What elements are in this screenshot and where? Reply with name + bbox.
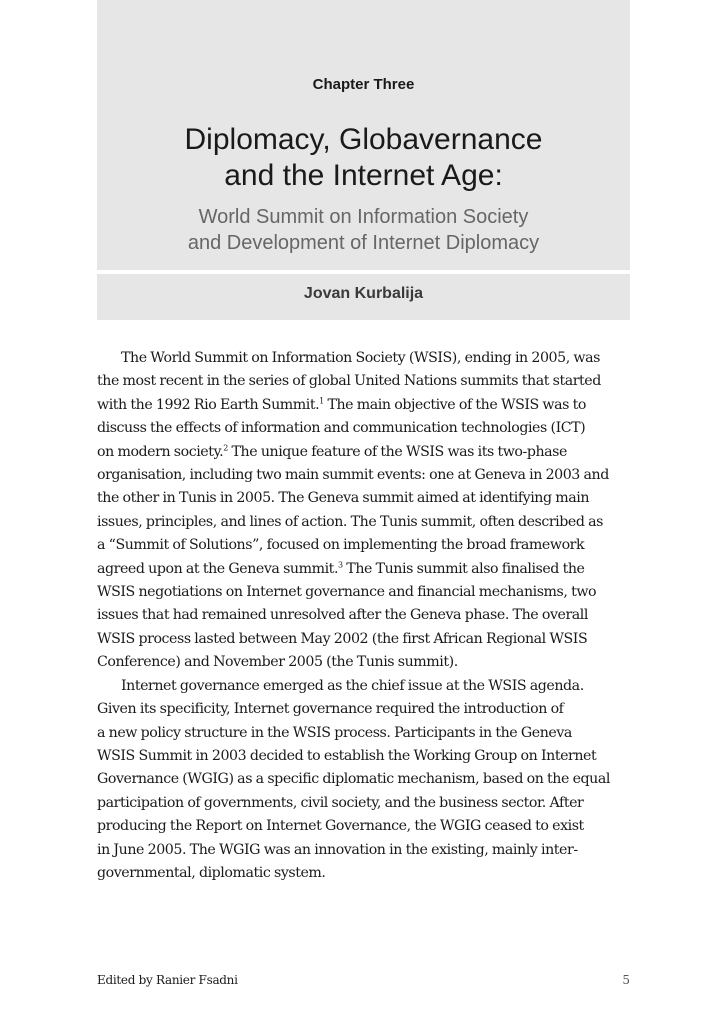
text-line: discuss the effects of information and communication technologies (ICT) — [97, 420, 586, 437]
author-name: Jovan Kurbalija — [303, 285, 424, 302]
paragraph-1 — [97, 347, 630, 675]
text-line: in June 2005. The WGIG was an innovation in the existing, mainly inter- — [97, 841, 578, 858]
chapter-title-line: and the Internet Age: — [224, 159, 503, 192]
body-text — [97, 347, 630, 885]
chapter-label: Chapter Three — [312, 76, 415, 93]
text-line — [97, 394, 630, 417]
footnote-ref[interactable]: 3 — [338, 559, 343, 569]
text-line: Internet governance emerged as the chief issue at the WSIS agenda. — [121, 677, 584, 694]
text-line: participation of governments, civil society, and the business sector. After — [97, 794, 584, 811]
footnote-ref[interactable]: 2 — [223, 442, 228, 452]
chapter-title — [97, 122, 630, 194]
text-line: governmental, diplomatic system. — [97, 864, 326, 881]
chapter-subtitle — [97, 204, 630, 256]
text-segment: on modern society. — [97, 443, 224, 460]
text-segment: The main objective of the WSIS was to — [323, 396, 586, 413]
text-line: the other in Tunis in 2005. The Geneva summit aimed at identifying main — [97, 490, 590, 507]
text-line: WSIS Summit in 2003 decided to establish the Working Group on Internet — [97, 747, 597, 764]
text-line: Governance (WGIG) as a specific diplomatic mechanism, based on the equal — [97, 771, 610, 788]
text-line: a new policy structure in the WSIS process. Participants in the Geneva — [97, 724, 572, 741]
chapter-subtitle-line: and Development of Internet Diplomacy — [187, 232, 540, 254]
text-line: issues, principles, and lines of action. The Tunis summit, often described as — [97, 513, 603, 530]
text-line: WSIS negotiations on Internet governance and financial mechanisms, two — [97, 584, 597, 601]
footnote-ref[interactable]: 1 — [319, 396, 324, 406]
text-segment: The unique feature of the WSIS was its two-phase — [227, 443, 567, 460]
text-segment: The Tunis summit also finalised the — [342, 560, 585, 577]
text-segment: agreed upon at the Geneva summit. — [97, 560, 338, 577]
paragraph-2 — [97, 675, 630, 886]
text-line: Conference) and November 2005 (the Tunis summit). — [97, 654, 458, 671]
text-line: organisation, including two main summit events: one at Geneva in 2003 and — [97, 467, 609, 484]
text-line: issues that had remained unresolved after the Geneva phase. The overall — [97, 607, 588, 624]
text-line: Given its specificity, Internet governance required the introduction of — [97, 701, 564, 718]
text-line — [97, 558, 630, 581]
text-line: The World Summit on Information Society (WSIS), ending in 2005, was — [121, 350, 600, 366]
text-segment: with the 1992 Rio Earth Summit. — [97, 396, 320, 413]
text-line: producing the Report on Internet Governance, the WGIG ceased to exist — [97, 818, 584, 835]
chapter-subtitle-line: World Summit on Information Society — [198, 206, 529, 228]
footer-editor: Edited by Ranier Fsadni — [97, 973, 238, 987]
text-line: the most recent in the series of global United Nations summits that started — [97, 373, 601, 390]
chapter-title-line: Diplomacy, Globavernance — [184, 123, 543, 156]
text-line: a “Summit of Solutions”, focused on implementing the broad framework — [97, 537, 585, 554]
text-line — [97, 441, 630, 464]
page-number: 5 — [622, 973, 630, 987]
text-line: WSIS process lasted between May 2002 (the first African Regional WSIS — [97, 630, 588, 647]
